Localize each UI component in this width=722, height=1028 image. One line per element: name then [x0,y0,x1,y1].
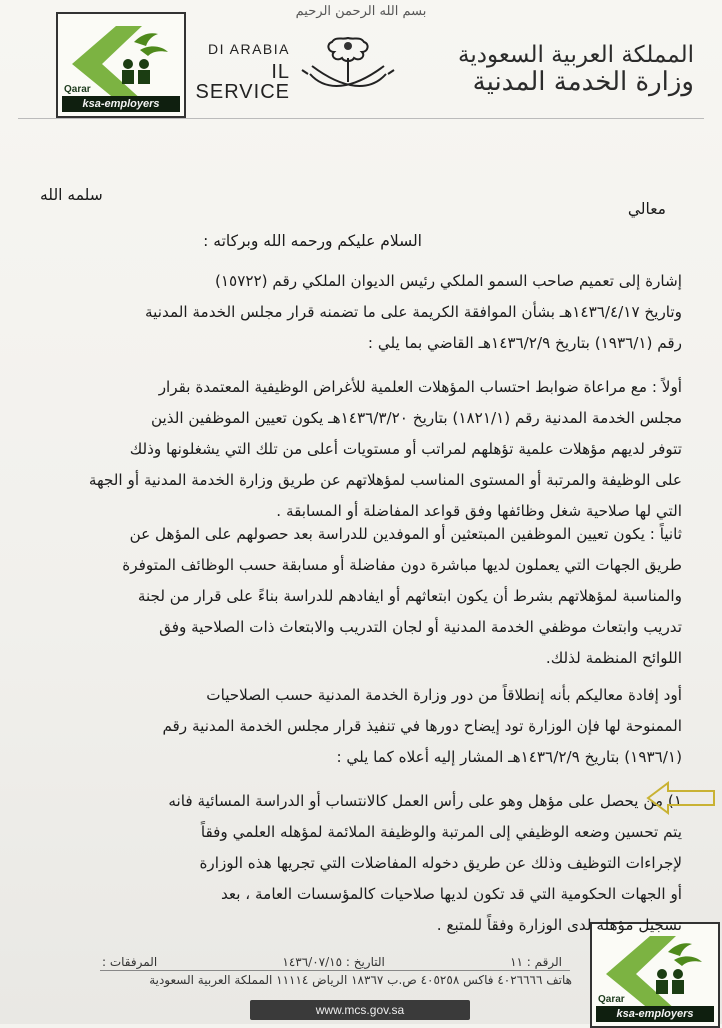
left-arrow-icon [646,780,718,816]
text-line: لإجراءات التوظيف وذلك عن طريق دخوله المفاضلات التي تجريها هذه الوزارة [199,854,682,872]
notification-paragraph [32,680,682,773]
text-line: (١٩٣٦/١) بتاريخ ١٤٣٦/٢/٩هـ المشار إليه أعلاه كما يلي : [336,748,682,766]
footer-address: هاتف ٤٠٢٦٦٦٦ فاكس ٤٠٥٢٥٨ ص.ب ١٨٣٦٧ الرياض ١١١١٤ المملكة العربية السعودية [149,973,572,987]
website-link[interactable]: www.mcs.gov.sa [250,1000,470,1020]
header-ar-line2: وزارة الخدمة المدنية [472,67,694,98]
addressee: معالي [627,200,666,218]
text-line: تسجيل مؤهله لدى الوزارة وفقاً للمتبع . [436,916,682,934]
text-line: مجلس الخدمة المدنية رقم (١٨٢١/١) بتاريخ ١٤٣٦/٣/٢٠هـ يكون تعيين الموظفين الذين [150,409,682,427]
date-label: التاريخ : [345,955,385,969]
footer-divider [100,970,570,971]
text-line: يتم تحسين وضعه الوظيفي إلى المرتبة والوظيفة الملائمة لمؤهله العلمي وفقاً [200,823,682,841]
text-line: أو الجهات الحكومية التي قد تكون لديها صلاحيات كالمؤسسات العامة ، بعد [220,885,682,903]
text-line: أود إفادة معاليكم بأنه إنطلاقاً من دور وزارة الخدمة المدنية حسب الصلاحيات [206,686,682,704]
palm-swords-emblem-icon [296,30,400,108]
number-value: ١١ [510,955,523,969]
salutation: سلمه الله [40,186,103,204]
text-line: الممنوحة لها فإن الوزارة تود إيضاح دورها في تنفيذ قرار مجلس الخدمة المدنية رقم [162,717,682,735]
header-en-line1: DI ARABIA [208,41,290,57]
text-line: أولاً : مع مراعاة ضوابط احتساب المؤهلات العلمية للأغراض الوظيفية المعتمدة بقرار [158,378,682,396]
first-clause [32,372,682,527]
date-value: ١٤٣٦/٠٧/١٥ [282,955,343,969]
reference-number [510,955,562,969]
text-line: وتاريخ ١٤٣٦/٤/١٧هـ بشأن الموافقة الكريمة على ما تضمنه قرار مجلس الخدمة المدنية [145,303,682,321]
text-line: رقم (١٩٣٦/١) بتاريخ ١٤٣٦/٢/٩هـ القاضي بما يلي : [367,334,682,352]
second-clause [32,519,682,674]
text-line: تتوفر لديهم مؤهلات علمية تؤهلهم لمراتب أو مستويات أعلى من تلك التي يشغلونها وذلك [129,440,682,458]
watermark-brand: Qarar [64,84,91,95]
watermark-tagline: ksa-employers [62,96,180,112]
text-line: اللوائح المنظمة لذلك. [545,649,682,667]
intro-paragraph [32,266,682,359]
header-english [190,42,290,102]
text-line: طريق الجهات التي يعملون لديها مباشرة دون مفاضلة أو مسابقة حسب الوظائف المتوفرة [122,556,682,574]
watermark-logo [56,12,186,118]
text-line: ١) من يحصل على مؤهل وهو على رأس العمل كالانتساب أو الدراسة المسائية فانه [168,792,682,810]
reference-attachments [102,955,157,969]
text-line: ثانياً : يكون تعيين الموظفين المبتعثين أو الموفدين للدراسة بعد حصولهم على المؤهل عن [129,525,682,543]
reference-date [282,955,385,969]
number-label: الرقم : [526,955,562,969]
basmala: بسم الله الرحمن الرحيم [295,4,427,19]
text-line: والمناسبة لمؤهلاتهم بشرط أن يكون ابتعاثهم أو ايفادهم للدراسة بناءً على قرار من لجنة [137,587,682,605]
reference-row [102,955,562,969]
point-one [32,786,682,941]
header-ar-line1: المملكة العربية السعودية [458,42,694,68]
text-line: على الوظيفة والمرتبة أو المستوى المناسب لمؤهلاتهم عن طريق وزارة الخدمة المدنية أو الجهة [88,471,682,489]
attachments-label: المرفقات : [102,955,158,969]
text-line: تدريب وابتعاث موظفي الخدمة المدنية أو لجان التدريب والابتعاث ذات الصلاحية وفق [159,618,682,636]
watermark-tagline: ksa-employers [596,1006,714,1022]
header-divider [18,118,704,119]
header-en-line2: IL SERVICE [195,61,290,103]
text-line: التي لها صلاحية شغل وظائفها وفق قواعد المفاضلة أو المسابقة . [276,502,682,520]
greeting: السلام عليكم ورحمه الله وبركاته : [203,232,422,250]
text-line: إشارة إلى تعميم صاحب السمو الملكي رئيس الديوان الملكي رقم (١٥٧٢٢) [214,272,682,290]
watermark-brand: Qarar [598,994,625,1005]
header-arabic [434,42,694,98]
